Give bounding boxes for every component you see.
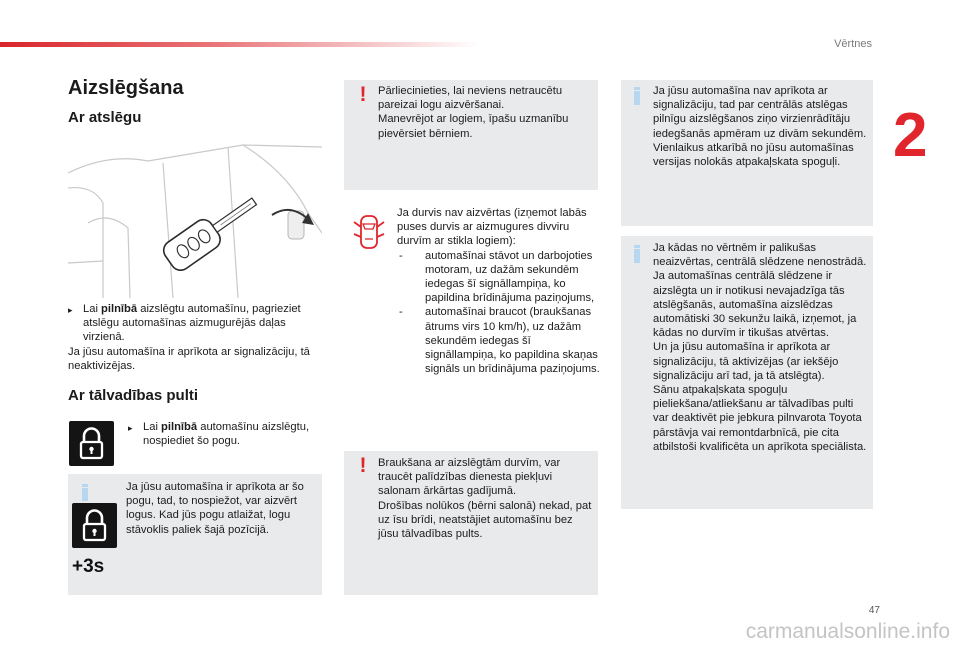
header-accent-bar (0, 42, 480, 47)
remote-heading: Ar tālvadības pulti (68, 387, 199, 404)
info-icon (634, 249, 640, 263)
info-text-central-lock: Ja kādas no vērtnēm ir palikušas neaizvērtas, centrālā slēdzene nenostrādā. Ja automašīnas centrālā slēdzene ir aizslēgta un ir notikusi nevajadzīga tās atslēgšanās, automašīna aizslēdzas automātiski 30 sekunžu laikā, izņemot, ja kādas no durvīm ir tikušas atvērtas. Un ja jūsu automašīna ir aprīkota ar signalizāciju, tā aktivizējas (ar iekšējo signalizāciju arī tad, ja tā atslēgta). Sānu atpakaļskata spoguļu pieliekšana/atliekšanu ar tālvadības pulti var deaktivēt pie jebkura pilnvarota Toyota pārstāvja vai remontdarbnīcā, pie cita atbilstoši kvalificēta un aprīkota speciālista. (653, 242, 867, 453)
warning-panel-locked-doors (344, 451, 598, 595)
key-bullet-text: Lai pilnībā aizslēgtu automašīnu, pagrieziet atslēgu automašīnas aizmugurējās daļas virzienā. (83, 303, 301, 344)
warning-panel-windows (344, 80, 598, 190)
info-panel-no-alarm (621, 80, 873, 226)
section-label: Vērtnes (834, 38, 872, 50)
page-title: Aizslēgšana (68, 77, 184, 99)
remote-info-text: Ja jūsu automašīna ir aprīkota ar šo pogu, tad, to nospiežot, var aizvērt logus. Kad jūs pogu atlaižat, logu stāvoklis paliek šajā pozīcijā. (126, 481, 304, 536)
watermark: carmanualsonline.info (745, 620, 950, 643)
remote-bullet-text: Lai pilnībā automašīnu aizslēgtu, nospiediet šo pogu. (143, 421, 310, 448)
hold-duration-label: +3s (72, 556, 105, 577)
bullet-marker-icon: ▸ (68, 305, 73, 315)
info-icon (82, 488, 88, 501)
key-heading: Ar atslēgu (68, 109, 142, 126)
lock-button-icon (72, 503, 117, 548)
warning-text-windows: Pārliecinieties, lai neviens netraucētu pareizai logu aizvēršanai. Manevrējot ar logiem, īpašu uzmanību pievērsiet bērniem. (378, 85, 569, 140)
remote-bullet (128, 420, 313, 448)
lock-button-icon (69, 421, 114, 466)
key-note: Ja jūsu automašīna ir aprīkota ar signalizāciju, tā neaktivizējas. (68, 345, 310, 372)
key-bullet (68, 302, 326, 345)
door-open-item: - automašīnai stāvot un darbojoties motoram, uz dažām sekundēm iedegas šī signāllampiņa, ko papildina brīdinājuma paziņojums, (399, 249, 595, 305)
info-icon (634, 91, 640, 105)
chapter-number: 2 (893, 101, 928, 170)
key-lock-illustration (68, 133, 322, 298)
door-open-warning-icon (352, 212, 386, 252)
door-open-intro: Ja durvis nav aizvērtas (izņemot labās puses durvis ar aizmugures divviru durvīm ar stikla logiem): (397, 207, 587, 248)
door-open-section (397, 206, 602, 376)
remote-info-panel (68, 474, 322, 595)
warning-icon: ! (359, 83, 367, 106)
warning-text-locked-doors: Braukšana ar aizslēgtām durvīm, var traucēt palīdzības dienesta piekļuvi salonam ārkārtas gadījumā. Drošības nolūkos (bērni salonā) nekad, pat uz īsu brīdi, neatstājiet automašīnu bez jūsu tālvadības pults. (378, 457, 592, 541)
warning-icon: ! (359, 454, 367, 477)
info-text-no-alarm: Ja jūsu automašīna nav aprīkota ar signalizāciju, tad par centrālās atslēgas pilnīgu aizslēgšanos ziņo virzienrādītāju iedegšanās apmēram uz divām sekundēm. Vienlaikus atkarībā no jūsu automašīnas versijas nolokās atpakaļskata spoguļi. (653, 85, 867, 169)
door-open-item: - automašīnai braucot (braukšanas ātrums virs 10 km/h), uz dažām sekundēm iedegas šī signāllampiņa, ko papildina skaņas signāls un brīdinājuma paziņojums. (399, 306, 600, 376)
bullet-marker-icon: ▸ (128, 423, 133, 433)
info-panel-central-lock (621, 236, 873, 509)
page-number: 47 (868, 605, 880, 616)
key-instructions (68, 302, 326, 373)
